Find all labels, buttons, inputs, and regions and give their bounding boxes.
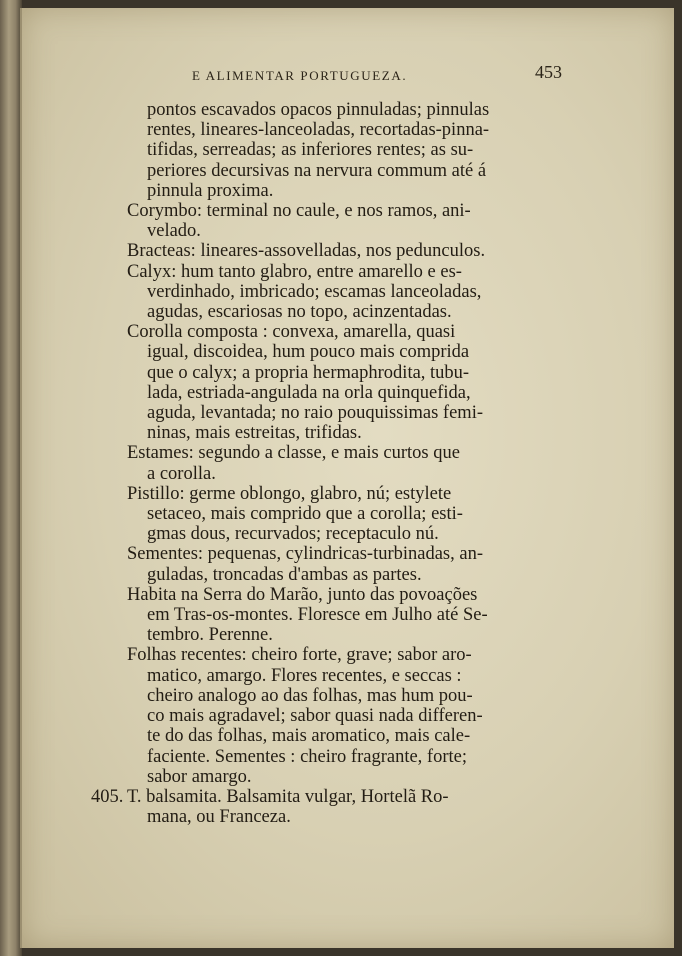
text-line: ninas, mais estreitas, trifidas.	[147, 423, 362, 444]
text-line: pinnula proxima.	[147, 180, 274, 201]
paragraph-folhas-recentes	[127, 645, 557, 786]
text-line: Calyx: hum tanto glabro, entre amarello e es-	[127, 261, 462, 282]
text-line: agudas, escariosas no topo, acinzentadas.	[147, 302, 452, 323]
text-line: Bracteas: lineares-assovelladas, nos pedunculos.	[127, 241, 486, 262]
text-line: periores decursivas na nervura commum até á	[147, 160, 487, 181]
paragraph-pistillo	[127, 484, 557, 545]
running-title: E ALIMENTAR PORTUGUEZA.	[192, 68, 408, 83]
text-line: velado.	[147, 221, 201, 242]
text-line: cheiro analogo ao das folhas, mas hum pou-	[147, 685, 473, 706]
text-line: matico, amargo. Flores recentes, e seccas :	[147, 665, 462, 686]
facing-page-edge	[0, 0, 22, 956]
text-line: co mais agradavel; sabor quasi nada differen-	[147, 706, 483, 727]
paragraph-bracteas	[127, 241, 557, 261]
numbered-entry	[91, 786, 557, 828]
page-number: 453	[535, 62, 562, 82]
text-line: Folhas recentes: cheiro forte, grave; sabor aro-	[127, 645, 472, 666]
paragraph-estames	[127, 443, 557, 483]
text-line: verdinhado, imbricado; escamas lanceoladas,	[147, 281, 482, 302]
text-line: aguda, levantada; no raio pouquissimas femi-	[147, 403, 483, 424]
text-line: rentes, lineares-lanceoladas, recortadas-pinna-	[147, 120, 490, 141]
text-line: pontos escavados opacos pinnuladas; pinnulas	[147, 100, 490, 120]
text-line: tifidas, serreadas; as inferiores rentes; as su-	[147, 140, 474, 161]
text-line: gmas dous, recurvados; receptaculo nú.	[147, 524, 439, 545]
text-line: Habita na Serra do Marão, junto das povoações	[127, 584, 478, 605]
entry-number: 405.	[91, 786, 124, 807]
paragraph-habita	[127, 585, 557, 646]
text-line: faciente. Sementes : cheiro fragrante, forte;	[147, 746, 467, 767]
text-line: Corymbo: terminal no caule, e nos ramos, ani-	[127, 201, 471, 222]
text-line: mana, ou Franceza.	[147, 807, 291, 828]
paragraph-leaf-description	[127, 100, 557, 201]
text-line: Corolla composta : convexa, amarella, quasi	[127, 322, 456, 343]
text-line: lada, estriada-angulada na orla quinquefida,	[147, 382, 471, 403]
page-header	[192, 62, 572, 88]
text-line: Estames: segundo a classe, e mais curtos que	[127, 443, 460, 464]
text-line: setaceo, mais comprido que a corolla; esti-	[147, 504, 463, 525]
paragraph-calyx	[127, 262, 557, 323]
paragraph-corolla	[127, 322, 557, 443]
text-line: igual, discoidea, hum pouco mais comprida	[147, 342, 470, 363]
text-line: tembro. Perenne.	[147, 625, 273, 646]
text-line: Sementes: pequenas, cylindricas-turbinadas, an-	[127, 544, 484, 565]
text-line: a corolla.	[147, 463, 216, 484]
text-line: Pistillo: germe oblongo, glabro, nú; estylete	[127, 483, 452, 504]
text-line: em Tras-os-montes. Floresce em Julho até Se-	[147, 605, 488, 626]
text-line: guladas, troncadas d'ambas as partes.	[147, 564, 422, 585]
text-line: que o calyx; a propria hermaphrodita, tubu-	[147, 362, 470, 383]
book-page	[20, 8, 674, 948]
body-text	[91, 100, 557, 828]
text-line: sabor amargo.	[147, 766, 252, 787]
text-line: T. balsamita. Balsamita vulgar, Hortelã Ro-	[127, 786, 449, 807]
text-line: te do das folhas, mais aromatico, mais cale-	[147, 726, 471, 747]
paragraph-corymbo	[127, 201, 557, 241]
paragraph-sementes	[127, 544, 557, 584]
